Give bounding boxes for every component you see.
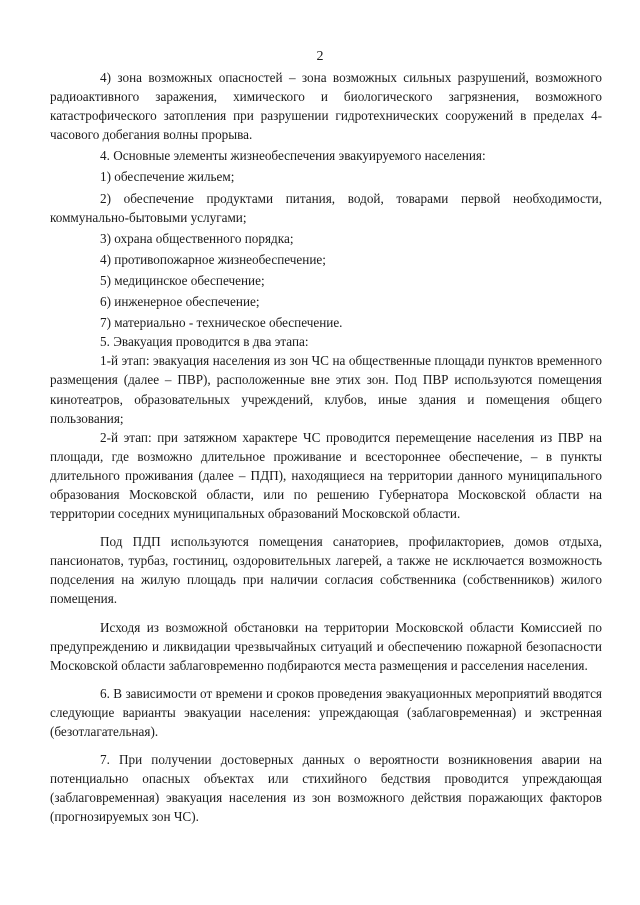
- list-item-material-technical: 7) материально - техническое обеспечение.: [100, 315, 343, 331]
- list-item-food-supply: 2) обеспечение продуктами питания, водой, товарами первой необходимости, коммунально-бытовыми услугами;: [50, 190, 602, 225]
- paragraph-commission: Исходя из возможной обстановки на территории Московской области Комиссией по предупреждению и ликвидации чрезвычайных ситуаций и обеспечению пожарной безопасности Московской области заблаговременно подбираются места размещения и расселения населения.: [50, 619, 602, 673]
- list-item-public-order: 3) охрана общественного порядка;: [100, 230, 294, 246]
- list-item-medical: 5) медицинское обеспечение;: [100, 272, 265, 288]
- paragraph-life-support-heading: 4. Основные элементы жизнеобеспечения эвакуируемого населения:: [100, 148, 486, 164]
- list-item-housing: 1) обеспечение жильем;: [100, 169, 235, 185]
- page-number: 2: [316, 49, 324, 64]
- paragraph-evacuation-variants: 6. В зависимости от времени и сроков проведения эвакуационных мероприятий вводятся следующие варианты эвакуации населения: упреждающая (заблаговременная) и экстренная (безотлагательная).: [50, 685, 602, 739]
- list-item-engineering: 6) инженерное обеспечение;: [100, 294, 260, 310]
- paragraph-stage-two: 2-й этап: при затяжном характере ЧС проводится перемещение населения из ПВР на площади, где возможно длительное проживание и всестороннее обеспечение, – в пункты длительного проживания (далее – ПДП), находящиеся на территории данного муниципального образования Московской области, или по решению Губернатора Московской области на территории соседних муниципальных образований Московской области.: [50, 429, 602, 522]
- paragraph-preemptive-evacuation: 7. При получении достоверных данных о вероятности возникновения аварии на потенциально опасных объектах или стихийного бедствия проводится упреждающая (заблаговременная) эвакуация населения из зон возможного действия поражающих факторов (прогнозируемых зон ЧС).: [50, 752, 602, 825]
- paragraph-danger-zone: 4) зона возможных опасностей – зона возможных сильных разрушений, возможного радиоактивного заражения, химического и биологического загрязнения, возможного катастрофического затопления при разрушении гидротехнических сооружений в пределах 4-часового добегания волны прорыва.: [50, 70, 602, 143]
- document-body: [50, 68, 602, 826]
- paragraph-pdp-premises: Под ПДП используются помещения санаториев, профилакториев, домов отдыха, пансионатов, турбаз, гостиниц, оздоровительных лагерей, а также не исключается возможность подселения на жилую площадь при наличии согласия собственника (собственников) жилого помещения.: [50, 534, 602, 607]
- list-item-fire-safety: 4) противопожарное жизнеобеспечение;: [100, 251, 326, 267]
- paragraph-evacuation-stages: 5. Эвакуация проводится в два этапа:: [100, 334, 309, 350]
- paragraph-stage-one: 1-й этап: эвакуация населения из зон ЧС на общественные площади пунктов временного размещения (далее – ПВР), расположенные вне этих зон. Под ПВР используются помещения кинотеатров, образовательных учреждений, клубов, иные здания и помещения общего пользования;: [50, 353, 602, 426]
